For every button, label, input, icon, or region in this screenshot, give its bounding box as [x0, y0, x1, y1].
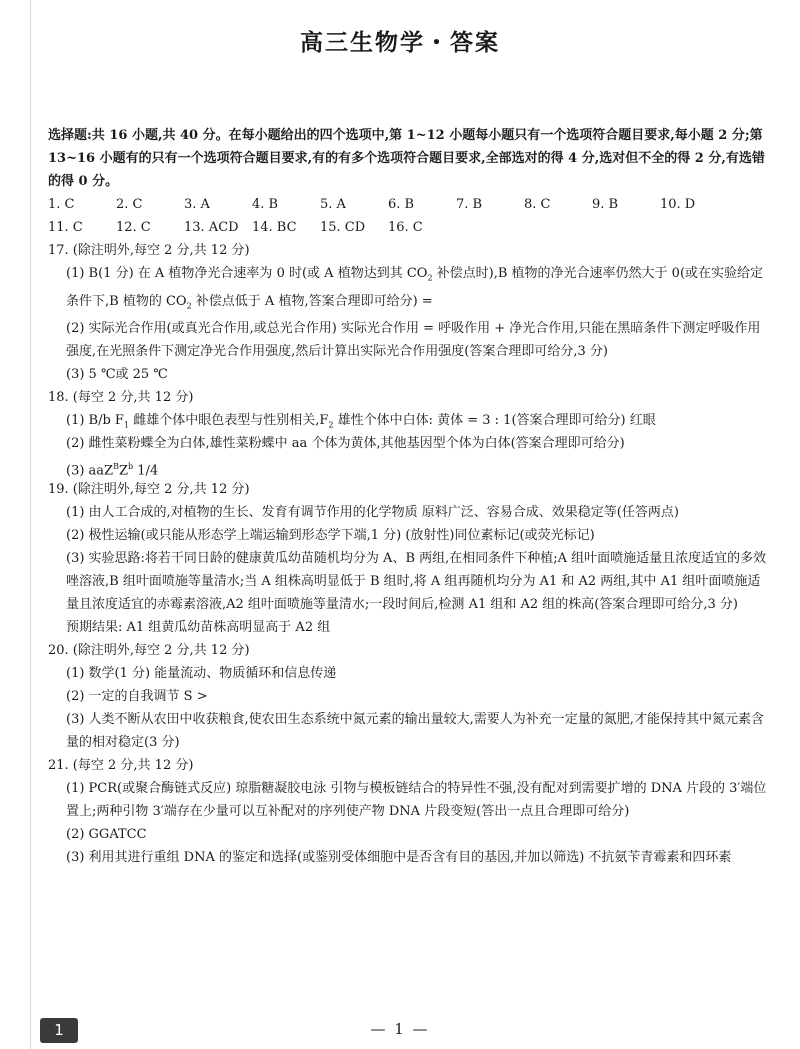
- answer-item: 8. C: [524, 197, 551, 212]
- q21-answer-3: (3) 利用其进行重组 DNA 的鉴定和选择(或鉴别受体细胞中是否含有目的基因,并加以筛选) 不抗氨苄青霉素和四环素: [66, 850, 732, 866]
- q17-answer-3: (3) 5 ℃或 25 ℃: [66, 367, 168, 383]
- answer-item: 11. C: [48, 220, 83, 235]
- answer-item: 12. C: [116, 220, 151, 235]
- answer-item: 9. B: [592, 197, 619, 212]
- footer-page-number: — 1 —: [370, 1020, 430, 1038]
- answer-item: 15. CD: [320, 220, 366, 235]
- page-left-border: [30, 0, 31, 1049]
- choice-instructions: 选择题:共 16 小题,共 40 分。在每小题给出的四个选项中,第 1~12 小题每小题只有一个选项符合题目要求,每小题 2 分;第 13~16 小题有的只有一个选项符合题目要求,有的有多个选项符合题目要求,全部选对的得 4 分,选对但不全的得 2 分,有选错的得 0 分。: [48, 128, 765, 189]
- q19-header: 19. (除注明外,每空 2 分,共 12 分): [48, 482, 250, 498]
- q19-expected-result: 预期结果: A1 组黄瓜幼苗株高明显高于 A2 组: [66, 620, 331, 636]
- q21-answer-2: (2) GGATCC: [66, 827, 147, 843]
- q20-answer-3: (3) 人类不断从农田中收获粮食,使农田生态系统中氮元素的输出量较大,需要人为补充一定量的氮肥,才能保持其中氮元素含量的相对稳定(3 分): [66, 712, 764, 751]
- page-number-badge: 1: [40, 1018, 78, 1043]
- q19-answer-2: (2) 极性运输(或只能从形态学上端运输到形态学下端,1 分) (放射性)同位素标记(或荧光标记): [66, 528, 595, 544]
- answer-item: 2. C: [116, 197, 143, 212]
- answer-item: 6. B: [388, 197, 415, 212]
- answer-item: 1. C: [48, 197, 75, 212]
- answer-item: 10. D: [660, 197, 696, 212]
- q19-answer-1: (1) 由人工合成的,对植物的生长、发育有调节作用的化学物质 原料广泛、容易合成、效果稳定等(任答两点): [66, 505, 679, 521]
- q17-answer-1: (1) B(1 分) 在 A 植物净光合速率为 0 时(或 A 植物达到其 $CO_2$ 补偿点时),B 植物的净光合速率仍然大于 0(或在实验给定条件下,B 植物的 $CO_2$ 补偿点低于 A 植物,答案合理即可给分) =: [66, 266, 764, 311]
- answer-item: 7. B: [456, 197, 483, 212]
- answer-item: 5. A: [320, 197, 346, 212]
- q20-answer-1: (1) 数学(1 分) 能量流动、物质循环和信息传递: [66, 666, 337, 682]
- q18-header: 18. (每空 2 分,共 12 分): [48, 390, 194, 406]
- q21-header: 21. (每空 2 分,共 12 分): [48, 758, 194, 774]
- q18-answer-3: (3) $aaZ^BZ^b$ 1/4: [66, 462, 159, 479]
- answer-item: 3. A: [184, 197, 210, 212]
- answer-content: [48, 124, 768, 869]
- page-title: 高三生物学・答案: [300, 30, 500, 56]
- answer-item: 16. C: [388, 220, 423, 235]
- answer-item: 14. BC: [252, 220, 297, 235]
- answer-item: 4. B: [252, 197, 279, 212]
- q17-header: 17. (除注明外,每空 2 分,共 12 分): [48, 243, 250, 258]
- q20-header: 20. (除注明外,每空 2 分,共 12 分): [48, 643, 250, 659]
- q18-answer-1: (1) B/b $F_1$ 雌雄个体中眼色表型与性别相关$,F_2$ 雄性个体中白体: 黄体 = 3 : 1(答案合理即可给分) 红眼: [66, 413, 656, 430]
- q17-answer-2: (2) 实际光合作用(或真光合作用,或总光合作用) 实际光合作用 = 呼吸作用 + 净光合作用,只能在黑暗条件下测定呼吸作用强度,在光照条件下测定净光合作用强度,然后计算出实际光合作用强度(答案合理即可给分,3 分): [66, 321, 761, 360]
- q18-answer-2: (2) 雌性菜粉蝶全为白体,雄性菜粉蝶中 aa 个体为黄体,其他基因型个体为白体(答案合理即可给分): [66, 436, 625, 452]
- q19-answer-3: (3) 实验思路:将若干同日龄的健康黄瓜幼苗随机均分为 A、B 两组,在相同条件下种植;A 组叶面喷施适量且浓度适宜的多效唑溶液,B 组叶面喷施等量清水;当 A 组株高明显低于 B 组时,将 A 组再随机均分为 A1 和 A2 两组,其中 A1 组叶面喷施适量且浓度适宜的赤霉素溶液,A2 组叶面喷施等量清水;一段时间后,检测 A1 组和 A2 组的株高(答案合理即可给分,3 分): [66, 551, 767, 613]
- answers-row-2: [48, 216, 768, 239]
- q21-answer-1: (1) PCR(或聚合酶链式反应) 琼脂糖凝胶电泳 引物与模板链结合的特异性不强,没有配对到需要扩增的 DNA 片段的 3′端位置上;两种引物 3′端存在少量可以互补配对的序列使产物 DNA 片段变短(答出一点且合理即可给分): [66, 781, 767, 820]
- answer-item: 13. ACD: [184, 220, 239, 235]
- q20-answer-2: (2) 一定的自我调节 S >: [66, 689, 208, 705]
- answers-row-1: [48, 193, 768, 216]
